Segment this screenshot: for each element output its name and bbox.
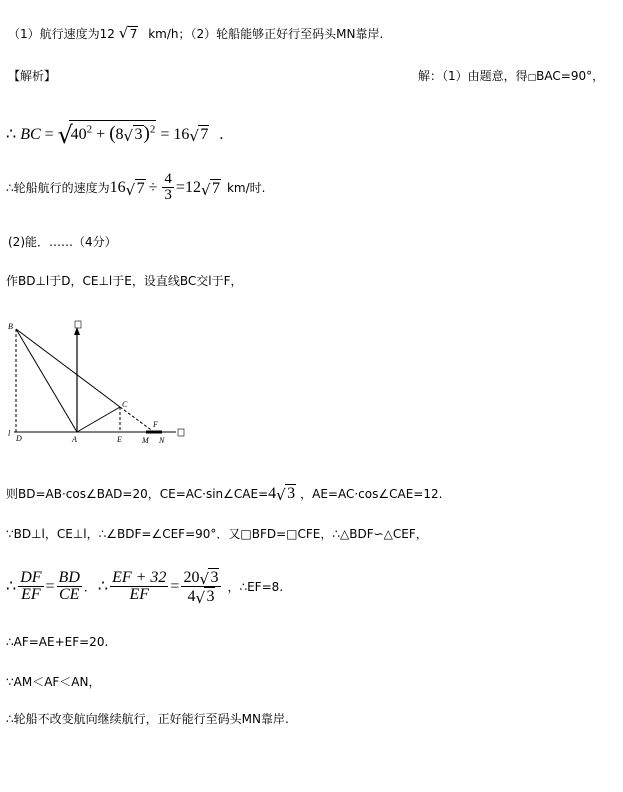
label-e: E — [117, 435, 122, 444]
frac4-den-coef: 4 — [187, 588, 196, 605]
speed-div: ÷ — [148, 178, 158, 196]
segment-cf — [120, 407, 154, 432]
bd-computation-line — [6, 484, 442, 502]
geometry-figure — [6, 315, 196, 450]
speed-unit: km/h； — [148, 27, 191, 41]
speed-radicand: 7 — [129, 27, 138, 41]
bd-suffix: ，AE=AC·cos∠CAE=12. — [300, 487, 443, 501]
ratio-eq-1: = — [45, 577, 55, 595]
frac4-num-coef: 20 — [183, 569, 200, 586]
speed-coef1: 16 — [109, 178, 126, 196]
ratio-therefore-1: ∴ — [6, 577, 17, 595]
label-d: D — [16, 434, 22, 443]
speed-eq: = — [175, 178, 185, 196]
ratio-eq-2: = — [170, 577, 180, 595]
label-f: F — [153, 420, 158, 429]
ratio-sep: ． — [83, 579, 96, 594]
angle-bac-text: BAC=90°， — [536, 69, 605, 83]
ce-coef: 4 — [268, 485, 277, 502]
speed-coefficient: 12 — [99, 27, 115, 41]
speed-frac-den: 3 — [164, 187, 172, 203]
ratio-tail: ，∴EF=8. — [227, 579, 284, 594]
bc-outer-radical: √ $40^2 + (8$ √ 3)$^2$ — [57, 121, 156, 149]
ce-radical: √ 3 — [276, 485, 296, 504]
analysis-heading: 【解析】 — [8, 69, 57, 83]
fraction-bd-ce — [57, 570, 82, 603]
part2-summary: （2）轮船能够正好行至码头MN靠岸. — [190, 27, 384, 41]
fraction-20r3-4r3 — [181, 568, 221, 605]
bc-result-coef: 16 — [173, 126, 190, 143]
compare-line: ∵AM＜AF＜AN， — [6, 675, 101, 689]
bc-lhs: BC — [20, 126, 41, 143]
frac4-num-radicand: 3 — [210, 569, 219, 586]
segment-ab — [16, 329, 77, 432]
speed-coef2: 12 — [184, 178, 201, 196]
bd-prefix: 则BD=AB·cos∠BAD=20，CE=AC·sin∠CAE= — [6, 487, 269, 501]
part1-prefix: （1）航行速度为 — [8, 27, 100, 41]
frac4-num-radical: √ 3 — [199, 569, 219, 588]
frac4-den — [181, 587, 221, 605]
speed-unit-2: km/时. — [226, 180, 266, 195]
analysis-intro: 解：（1）由题意，得 — [418, 69, 528, 83]
construction-text: 作BD⊥l于D，CE⊥l于E，设直线BC交l于F， — [6, 274, 243, 288]
label-a: A — [72, 435, 77, 444]
bc-result-radical: √ 7 — [189, 126, 209, 145]
af-line: ∴AF=AE+EF=20. — [6, 635, 109, 649]
speed-fraction — [162, 172, 174, 203]
bc-exp2: 2 — [149, 123, 156, 136]
placeholder-glyph: □ — [527, 73, 537, 83]
analysis-right-text — [418, 70, 604, 83]
frac2-den: CE — [58, 586, 80, 603]
speed-radicand2: 7 — [211, 179, 220, 197]
frac2-num: BD — [58, 569, 80, 586]
speed-radicand1: 7 — [136, 179, 145, 197]
part2-start: (2)能．……（4分） — [8, 235, 117, 249]
speed-line — [6, 172, 265, 203]
ratio-line — [6, 568, 283, 605]
frac3-den: EF — [129, 586, 150, 603]
frac1-den: EF — [21, 586, 41, 603]
label-m: M — [142, 436, 149, 445]
bc-term1: 40 — [70, 126, 87, 143]
answer-summary-line — [8, 26, 383, 40]
speed-radical1: √ 7 — [125, 179, 145, 199]
speed-prefix: ∴轮船航行的速度为 — [6, 180, 110, 195]
similarity-line: ∵BD⊥l，CE⊥l，∴∠BDF=∠CEF=90°．又□BFD=□CFE，∴△BDF∽△CEF， — [6, 527, 428, 541]
ce-radicand: 3 — [287, 485, 296, 502]
frac4-den-radical: √ 3 — [195, 588, 215, 607]
frac4-den-radicand: 3 — [206, 588, 215, 605]
bc-term2-radicand: 3 — [134, 126, 143, 143]
y-axis-glyph-box — [75, 321, 81, 328]
fraction-df-ef — [18, 570, 43, 603]
bc-equation — [6, 120, 224, 149]
bc-result-radicand: 7 — [200, 126, 209, 143]
frac1-num: DF — [20, 569, 42, 586]
frac4-num — [181, 568, 221, 587]
segment-bc — [16, 329, 120, 407]
bc-term2-coef: 8 — [115, 126, 124, 143]
speed-radical2: √ 7 — [200, 179, 220, 199]
segment-ac — [77, 407, 120, 432]
bc-exp1: 2 — [86, 123, 93, 136]
ratio-therefore-2: ∴ — [97, 577, 109, 595]
bc-equals: = — [44, 126, 54, 143]
bc-equals-2: = — [160, 126, 170, 143]
label-n: N — [159, 436, 165, 445]
bc-plus: + — [96, 126, 106, 143]
fraction-ef32-ef — [110, 570, 168, 603]
conclusion-line: ∴轮船不改变航向继续航行，正好能行至码头MN靠岸. — [6, 712, 289, 726]
therefore-symbol: ∴ — [6, 126, 17, 143]
label-l: l — [8, 429, 11, 438]
bc-end: . — [219, 126, 224, 143]
bc-term2-radical: √ 3 — [123, 126, 143, 145]
x-axis-glyph-box — [178, 429, 184, 436]
label-c: C — [122, 400, 128, 409]
speed-radical: √ 7 — [118, 24, 138, 42]
label-b: B — [8, 322, 13, 331]
frac3-num: EF + 32 — [112, 569, 167, 586]
speed-frac-num: 4 — [164, 171, 172, 187]
